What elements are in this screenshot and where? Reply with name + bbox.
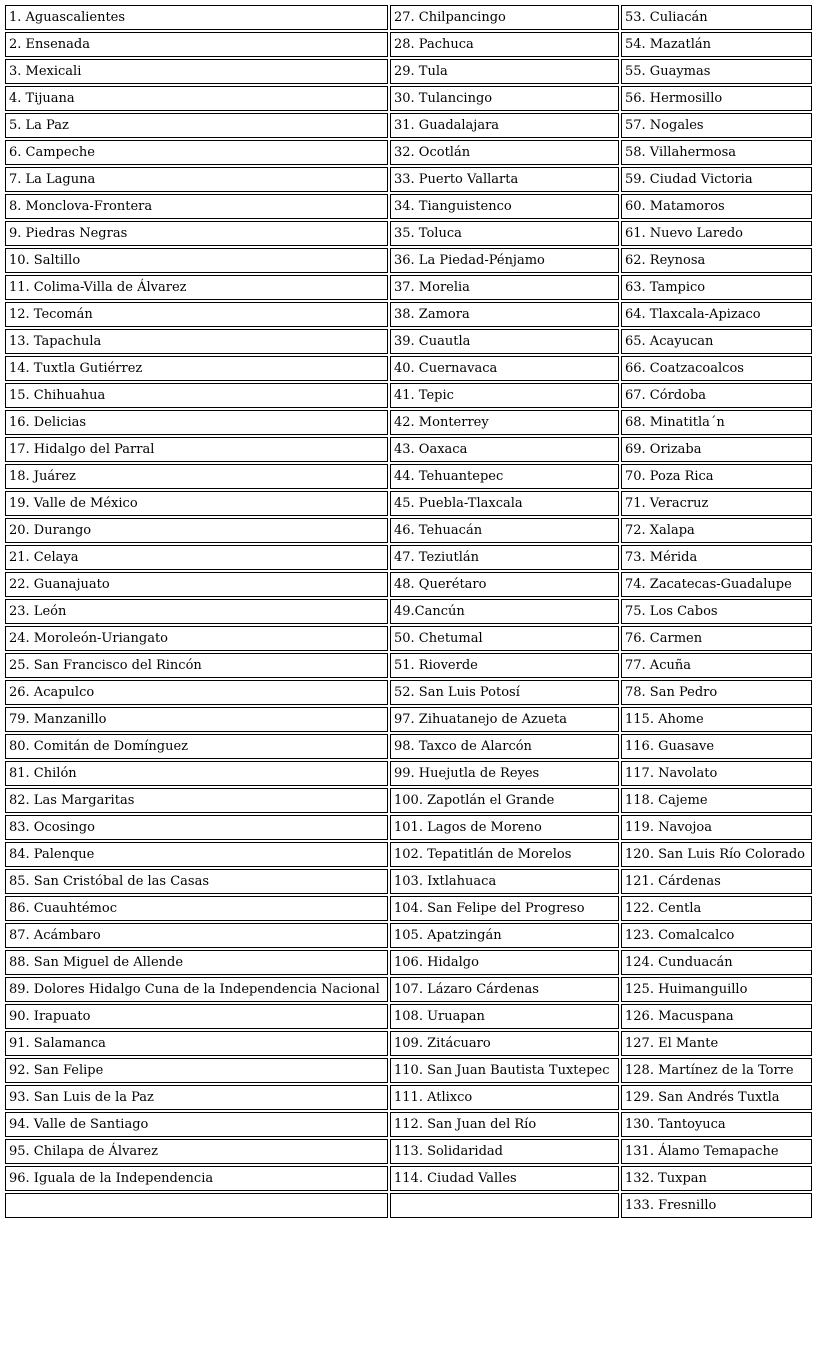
table-row: [5, 572, 812, 597]
table-row: [5, 167, 812, 192]
table-cell: 37. Morelia: [390, 275, 619, 300]
table-row: [5, 194, 812, 219]
table-cell: 85. San Cristóbal de las Casas: [5, 869, 388, 894]
table-cell: 46. Tehuacán: [390, 518, 619, 543]
table-cell: 1. Aguascalientes: [5, 5, 388, 30]
table-cell: 39. Cuautla: [390, 329, 619, 354]
table-cell: 90. Irapuato: [5, 1004, 388, 1029]
table-cell: 111. Atlixco: [390, 1085, 619, 1110]
table-cell: 29. Tula: [390, 59, 619, 84]
table-cell: 53. Culiacán: [621, 5, 812, 30]
table-row: [5, 842, 812, 867]
table-cell: 16. Delicias: [5, 410, 388, 435]
table-cell: 67. Córdoba: [621, 383, 812, 408]
table-row: [5, 626, 812, 651]
table-cell: 117. Navolato: [621, 761, 812, 786]
table-cell: 17. Hidalgo del Parral: [5, 437, 388, 462]
table-cell: 114. Ciudad Valles: [390, 1166, 619, 1191]
table-cell: 112. San Juan del Río: [390, 1112, 619, 1137]
table-cell: 11. Colima-Villa de Álvarez: [5, 275, 388, 300]
table-cell: 88. San Miguel de Allende: [5, 950, 388, 975]
table-cell: 119. Navojoa: [621, 815, 812, 840]
table-cell: 55. Guaymas: [621, 59, 812, 84]
table-cell: 84. Palenque: [5, 842, 388, 867]
table-cell: 52. San Luis Potosí: [390, 680, 619, 705]
table-row: [5, 923, 812, 948]
table-cell: 66. Coatzacoalcos: [621, 356, 812, 381]
table-cell: 113. Solidaridad: [390, 1139, 619, 1164]
table-cell: 25. San Francisco del Rincón: [5, 653, 388, 678]
table-cell: 59. Ciudad Victoria: [621, 167, 812, 192]
table-cell: 15. Chihuahua: [5, 383, 388, 408]
table-cell: 129. San Andrés Tuxtla: [621, 1085, 812, 1110]
table-cell: 76. Carmen: [621, 626, 812, 651]
table-cell: 14. Tuxtla Gutiérrez: [5, 356, 388, 381]
table-row: [5, 275, 812, 300]
table-cell: 126. Macuspana: [621, 1004, 812, 1029]
table-row: [5, 302, 812, 327]
table-cell: 50. Chetumal: [390, 626, 619, 651]
table-cell: 56. Hermosillo: [621, 86, 812, 111]
table-cell: 51. Rioverde: [390, 653, 619, 678]
table-cell: 74. Zacatecas-Guadalupe: [621, 572, 812, 597]
table-cell: 38. Zamora: [390, 302, 619, 327]
table-row: [5, 896, 812, 921]
table-row: [5, 5, 812, 30]
table-row: [5, 950, 812, 975]
table-cell: 77. Acuña: [621, 653, 812, 678]
table-cell: 86. Cuauhtémoc: [5, 896, 388, 921]
table-cell: 23. León: [5, 599, 388, 624]
table-row: [5, 113, 812, 138]
table-cell: 13. Tapachula: [5, 329, 388, 354]
table-row: [5, 977, 812, 1002]
table-cell: 110. San Juan Bautista Tuxtepec: [390, 1058, 619, 1083]
table-row: [5, 788, 812, 813]
table-row: [5, 140, 812, 165]
table-cell: 82. Las Margaritas: [5, 788, 388, 813]
table-row: [5, 329, 812, 354]
table-cell: 105. Apatzingán: [390, 923, 619, 948]
table-row: [5, 707, 812, 732]
table-cell: 57. Nogales: [621, 113, 812, 138]
table-row: [5, 86, 812, 111]
table-row: [5, 734, 812, 759]
table-row: [5, 1139, 812, 1164]
table-row: [5, 599, 812, 624]
table-cell: 22. Guanajuato: [5, 572, 388, 597]
table-row: [5, 1058, 812, 1083]
table-cell: 31. Guadalajara: [390, 113, 619, 138]
table-cell: 89. Dolores Hidalgo Cuna de la Independencia Nacional: [5, 977, 388, 1002]
table-cell: 72. Xalapa: [621, 518, 812, 543]
table-row: [5, 1031, 812, 1056]
table-cell: 87. Acámbaro: [5, 923, 388, 948]
table-cell: 43. Oaxaca: [390, 437, 619, 462]
table-cell: 96. Iguala de la Independencia: [5, 1166, 388, 1191]
table-row: [5, 545, 812, 570]
table-cell: 36. La Piedad-Pénjamo: [390, 248, 619, 273]
table-cell: 102. Tepatitlán de Morelos: [390, 842, 619, 867]
table-cell: 92. San Felipe: [5, 1058, 388, 1083]
table-cell: 4. Tijuana: [5, 86, 388, 111]
table-row: [5, 59, 812, 84]
table-row: [5, 1004, 812, 1029]
table-cell: 115. Ahome: [621, 707, 812, 732]
table-cell: 18. Juárez: [5, 464, 388, 489]
table-row: [5, 437, 812, 462]
table-row: [5, 32, 812, 57]
table-cell: 20. Durango: [5, 518, 388, 543]
table-cell: 41. Tepic: [390, 383, 619, 408]
table-cell: 133. Fresnillo: [621, 1193, 812, 1218]
table-row: [5, 1085, 812, 1110]
table-cell: 106. Hidalgo: [390, 950, 619, 975]
table-cell: 108. Uruapan: [390, 1004, 619, 1029]
table-cell: 101. Lagos de Moreno: [390, 815, 619, 840]
table-cell: 30. Tulancingo: [390, 86, 619, 111]
table-cell: 118. Cajeme: [621, 788, 812, 813]
table-cell: 45. Puebla-Tlaxcala: [390, 491, 619, 516]
cities-table-body: [5, 5, 812, 1218]
table-row: [5, 815, 812, 840]
table-row: [5, 761, 812, 786]
table-cell: 35. Toluca: [390, 221, 619, 246]
table-cell: 2. Ensenada: [5, 32, 388, 57]
table-cell: 9. Piedras Negras: [5, 221, 388, 246]
table-row: [5, 653, 812, 678]
table-cell: 73. Mérida: [621, 545, 812, 570]
table-cell: 122. Centla: [621, 896, 812, 921]
table-cell: 42. Monterrey: [390, 410, 619, 435]
table-row: [5, 491, 812, 516]
table-cell: 8. Monclova-Frontera: [5, 194, 388, 219]
table-cell: 6. Campeche: [5, 140, 388, 165]
table-row: [5, 1193, 812, 1218]
table-cell: 95. Chilapa de Álvarez: [5, 1139, 388, 1164]
table-cell: 132. Tuxpan: [621, 1166, 812, 1191]
table-cell: 103. Ixtlahuaca: [390, 869, 619, 894]
table-cell: 62. Reynosa: [621, 248, 812, 273]
table-cell: 63. Tampico: [621, 275, 812, 300]
table-row: [5, 464, 812, 489]
table-cell: 60. Matamoros: [621, 194, 812, 219]
table-row: [5, 869, 812, 894]
table-cell: 7. La Laguna: [5, 167, 388, 192]
table-cell: 80. Comitán de Domínguez: [5, 734, 388, 759]
table-cell: 130. Tantoyuca: [621, 1112, 812, 1137]
table-cell: 78. San Pedro: [621, 680, 812, 705]
table-cell: [5, 1193, 388, 1218]
table-cell: 79. Manzanillo: [5, 707, 388, 732]
table-cell: 75. Los Cabos: [621, 599, 812, 624]
table-cell: 100. Zapotlán el Grande: [390, 788, 619, 813]
cities-table: [3, 3, 814, 1220]
table-cell: 91. Salamanca: [5, 1031, 388, 1056]
table-cell: [390, 1193, 619, 1218]
table-cell: 64. Tlaxcala-Apizaco: [621, 302, 812, 327]
table-row: [5, 383, 812, 408]
table-cell: 98. Taxco de Alarcón: [390, 734, 619, 759]
table-cell: 81. Chilón: [5, 761, 388, 786]
table-cell: 58. Villahermosa: [621, 140, 812, 165]
table-cell: 104. San Felipe del Progreso: [390, 896, 619, 921]
table-cell: 3. Mexicali: [5, 59, 388, 84]
table-row: [5, 1112, 812, 1137]
table-cell: 26. Acapulco: [5, 680, 388, 705]
table-cell: 128. Martínez de la Torre: [621, 1058, 812, 1083]
table-row: [5, 248, 812, 273]
table-row: [5, 221, 812, 246]
table-row: [5, 356, 812, 381]
table-row: [5, 410, 812, 435]
table-cell: 97. Zihuatanejo de Azueta: [390, 707, 619, 732]
table-cell: 121. Cárdenas: [621, 869, 812, 894]
table-cell: 40. Cuernavaca: [390, 356, 619, 381]
table-cell: 71. Veracruz: [621, 491, 812, 516]
table-cell: 125. Huimanguillo: [621, 977, 812, 1002]
table-cell: 10. Saltillo: [5, 248, 388, 273]
table-cell: 124. Cunduacán: [621, 950, 812, 975]
table-cell: 69. Orizaba: [621, 437, 812, 462]
table-cell: 48. Querétaro: [390, 572, 619, 597]
table-cell: 116. Guasave: [621, 734, 812, 759]
table-cell: 24. Moroleón-Uriangato: [5, 626, 388, 651]
table-cell: 5. La Paz: [5, 113, 388, 138]
table-cell: 54. Mazatlán: [621, 32, 812, 57]
table-cell: 99. Huejutla de Reyes: [390, 761, 619, 786]
table-cell: 32. Ocotlán: [390, 140, 619, 165]
table-cell: 94. Valle de Santiago: [5, 1112, 388, 1137]
table-cell: 123. Comalcalco: [621, 923, 812, 948]
table-cell: 70. Poza Rica: [621, 464, 812, 489]
table-cell: 49.Cancún: [390, 599, 619, 624]
table-cell: 65. Acayucan: [621, 329, 812, 354]
table-cell: 61. Nuevo Laredo: [621, 221, 812, 246]
table-row: [5, 518, 812, 543]
table-cell: 44. Tehuantepec: [390, 464, 619, 489]
table-cell: 93. San Luis de la Paz: [5, 1085, 388, 1110]
table-cell: 28. Pachuca: [390, 32, 619, 57]
table-row: [5, 680, 812, 705]
table-cell: 83. Ocosingo: [5, 815, 388, 840]
table-cell: 120. San Luis Río Colorado: [621, 842, 812, 867]
table-cell: 27. Chilpancingo: [390, 5, 619, 30]
table-cell: 127. El Mante: [621, 1031, 812, 1056]
table-cell: 109. Zitácuaro: [390, 1031, 619, 1056]
table-cell: 107. Lázaro Cárdenas: [390, 977, 619, 1002]
table-cell: 47. Teziutlán: [390, 545, 619, 570]
table-cell: 131. Álamo Temapache: [621, 1139, 812, 1164]
table-cell: 19. Valle de México: [5, 491, 388, 516]
table-cell: 34. Tianguistenco: [390, 194, 619, 219]
table-cell: 33. Puerto Vallarta: [390, 167, 619, 192]
table-row: [5, 1166, 812, 1191]
table-cell: 68. Minatitla´n: [621, 410, 812, 435]
table-cell: 21. Celaya: [5, 545, 388, 570]
table-cell: 12. Tecomán: [5, 302, 388, 327]
